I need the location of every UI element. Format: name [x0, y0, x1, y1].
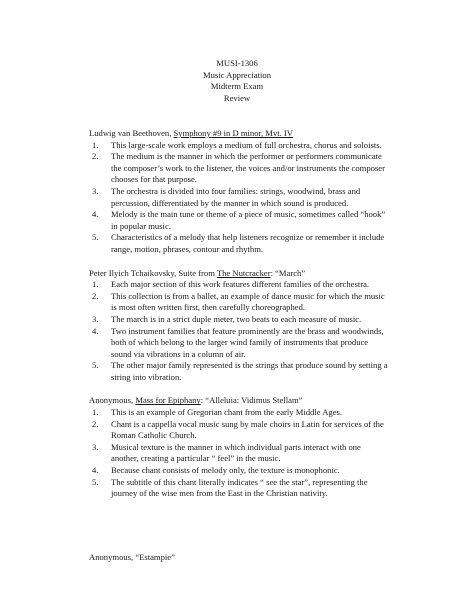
section-title — [89, 268, 389, 280]
list-item: 2. The medium is the manner in which the performer or performers communicate the composer’s work to the listener, the voices and/or instruments the composer chooses for that purpose. — [92, 151, 385, 185]
list-item: 5. Characteristics of a melody that help listeners recognize or remember it include range, motion, phrases, contour and rhythm. — [92, 232, 385, 254]
document-type: Review — [223, 92, 251, 103]
item-list — [89, 279, 389, 383]
item-list — [89, 140, 389, 256]
section-title — [89, 128, 389, 140]
composer-name: Peter Ilyich Tchaikovsky, Suite from — [89, 267, 217, 278]
list-item: 3. The orchestra is divided into four families: strings, woodwind, brass and percussion, differentiated by the manner in which sound is produced. — [92, 185, 361, 208]
movement-title: : “March” — [270, 267, 306, 278]
list-item: 1. This large-scale work employs a medium of full orchestra, chorus and soloists. — [92, 139, 382, 150]
course-subject: Music Appreciation — [202, 69, 272, 80]
list-item: 4. Two instrument families that feature prominently are the brass and woodwinds, both of which belong to the larger wind family of instruments that produce sound via vibrations in a column of air. — [92, 325, 384, 359]
course-code: MUSI-1306 — [216, 58, 258, 68]
list-item: 3. The march is in a strict duple meter, two beats to each measure of music. — [92, 313, 362, 324]
composer-name: Anonymous, — [89, 395, 136, 406]
list-item: 4. Because chant consists of melody only, the texture is monophonic. — [92, 465, 340, 476]
list-item: 2. This collection is from a ballet, an example of dance music for which the music is most often written first, then carefully choreographed. — [92, 290, 385, 313]
item-list — [89, 407, 389, 500]
section-tchaikovsky — [89, 268, 389, 384]
section-anonymous-estampie: Anonymous, “Estampie” — [89, 552, 175, 562]
document-header — [0, 58, 474, 104]
list-item: 4. Melody is the main tune or theme of a piece of music, sometimes called “hook” in popular music. — [92, 209, 386, 231]
movement-title: : “Alleluia: Vidimus Stellam” — [200, 395, 303, 406]
work-title: Symphony #9 in D minor, Mvt. IV — [173, 128, 293, 138]
review-sections — [89, 128, 389, 512]
work-title: Mass for Epiphany — [135, 395, 201, 406]
work-title: The Nutcracker — [216, 267, 271, 278]
section-beethoven — [89, 128, 389, 256]
list-item: 5. The other major family represented is the strings that produce sound by setting a string into vibration. — [92, 360, 388, 382]
exam-title: Midterm Exam — [210, 81, 264, 92]
composer-name: Ludwig van Beethoven, — [89, 128, 174, 138]
list-item: 1. This is an example of Gregorian chant from the early Middle Ages. — [92, 407, 343, 418]
list-item: 1. Each major section of this work features different families of the orchestra. — [92, 279, 370, 290]
list-item: 5. The subtitle of this chant literally indicates “ see the star”, representing the journey of the wise men from the East in the Christian nativity. — [92, 476, 368, 499]
list-item: 3. Musical texture is the manner in which individual parts interact with one another, creating a particular “ feel” in the music. — [92, 441, 361, 464]
section-anonymous-mass — [89, 395, 389, 499]
section-title — [89, 395, 389, 407]
list-item: 2. Chant is a cappella vocal music sung by male choirs in Latin for services of the Roman Catholic Church. — [92, 418, 384, 441]
